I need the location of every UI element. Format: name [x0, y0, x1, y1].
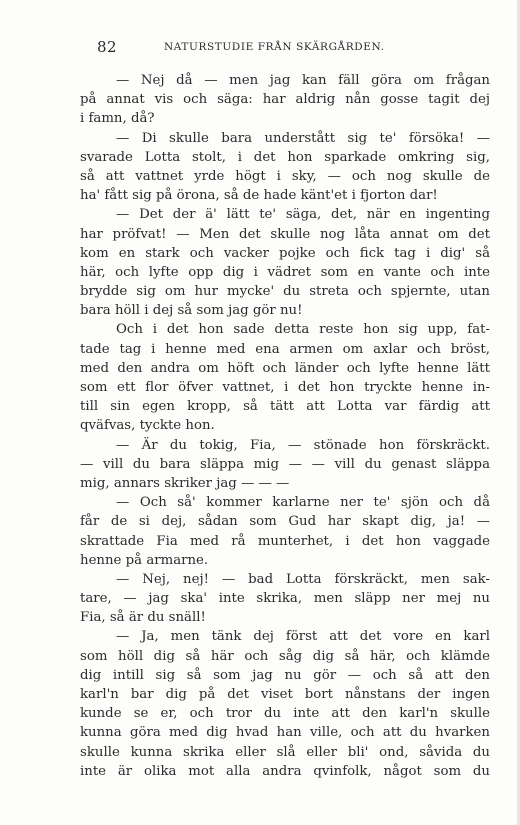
text-line: ha' fått sig på örona, så de hade känt'et i fjorton dar!	[80, 188, 438, 204]
text-line: Och i det hon sade detta reste hon sig upp, fat-	[116, 322, 490, 338]
page-number: 82	[97, 38, 118, 56]
text-line: som höll dig så här och såg dig så här, och klämde	[80, 648, 490, 664]
text-line: — Och så' kommer karlarne ner te' sjön och då	[116, 495, 490, 511]
text-line: — Det der ä' lätt te' säga, det, när en ingenting	[116, 207, 490, 223]
text-line: — Är du tokig, Fia, — stönade hon förskräckt.	[116, 437, 490, 453]
text-line: här, och lyfte opp dig i vädret som en vante och inte	[80, 264, 490, 280]
text-line: på annat vis och säga: har aldrig nån gosse tagit dej	[80, 92, 490, 108]
text-line: tade tag i henne med ena armen om axlar och bröst,	[80, 341, 490, 357]
text-line: får de si dej, sådan som Gud har skapt dig, ja! —	[80, 514, 490, 530]
text-line: bara höll i dej så som jag gör nu!	[80, 303, 303, 319]
text-line: till sin egen kropp, så tätt att Lotta var färdig att	[80, 399, 490, 415]
text-line: tare, — jag ska' inte skrika, men släpp ner mej nu	[80, 591, 490, 607]
text-line: kunde se er, och tror du inte att den karl'n skulle	[80, 706, 490, 722]
text-line: — Ja, men tänk dej först att det vore en karl	[116, 629, 490, 645]
text-line: qväfvas, tyckte hon.	[80, 418, 215, 434]
text-line: — Di skulle bara understått sig te' försöka! —	[116, 130, 490, 146]
text-line: Fia, så är du snäll!	[80, 610, 206, 626]
text-line: så att vattnet yrde högt i sky, — och nog skulle de	[80, 168, 490, 184]
text-line: inte är olika mot alla andra qvinfolk, något som du	[80, 763, 490, 779]
text-line: — Nej, nej! — bad Lotta förskräckt, men sak-	[116, 571, 490, 587]
text-line: karl'n bar dig på det viset bort nånstans der ingen	[80, 687, 490, 702]
body-text	[80, 71, 490, 781]
text-line: i famn, då?	[80, 111, 155, 127]
text-line: svarade Lotta stolt, i det hon sparkade omkring sig,	[80, 149, 490, 165]
text-line: — Nej då — men jag kan fäll göra om frågan	[116, 73, 490, 88]
text-line: — vill du bara släppa mig — — vill du genast släppa	[80, 456, 490, 472]
page-header	[0, 38, 520, 58]
text-line: skulle kunna skrika eller slå eller bli' ond, såvida du	[80, 744, 490, 760]
text-line: kom en stark och vacker pojke och fick tag i dig' så	[80, 245, 490, 261]
text-line: kunna göra med dig hvad han ville, och att du hvarken	[80, 725, 490, 741]
running-title: NATURSTUDIE FRÅN SKÄRGÅRDEN.	[164, 41, 385, 53]
text-line: skrattade Fia med rå munterhet, i det hon vaggade	[80, 533, 490, 549]
text-line: dig intill sig så som jag nu gör — och så att den	[80, 667, 490, 683]
text-line: som ett flor öfver vattnet, i det hon tryckte henne in-	[80, 380, 490, 395]
text-line: brydde sig om hur mycke' du streta och spjernte, utan	[80, 284, 490, 300]
text-line: mig, annars skriker jag — — —	[80, 475, 290, 491]
text-line: med den andra om höft och länder och lyfte henne lätt	[80, 360, 490, 376]
text-line: har pröfvat! — Men det skulle nog låta annat om det	[80, 226, 490, 242]
text-line: henne på armarne.	[80, 552, 209, 568]
